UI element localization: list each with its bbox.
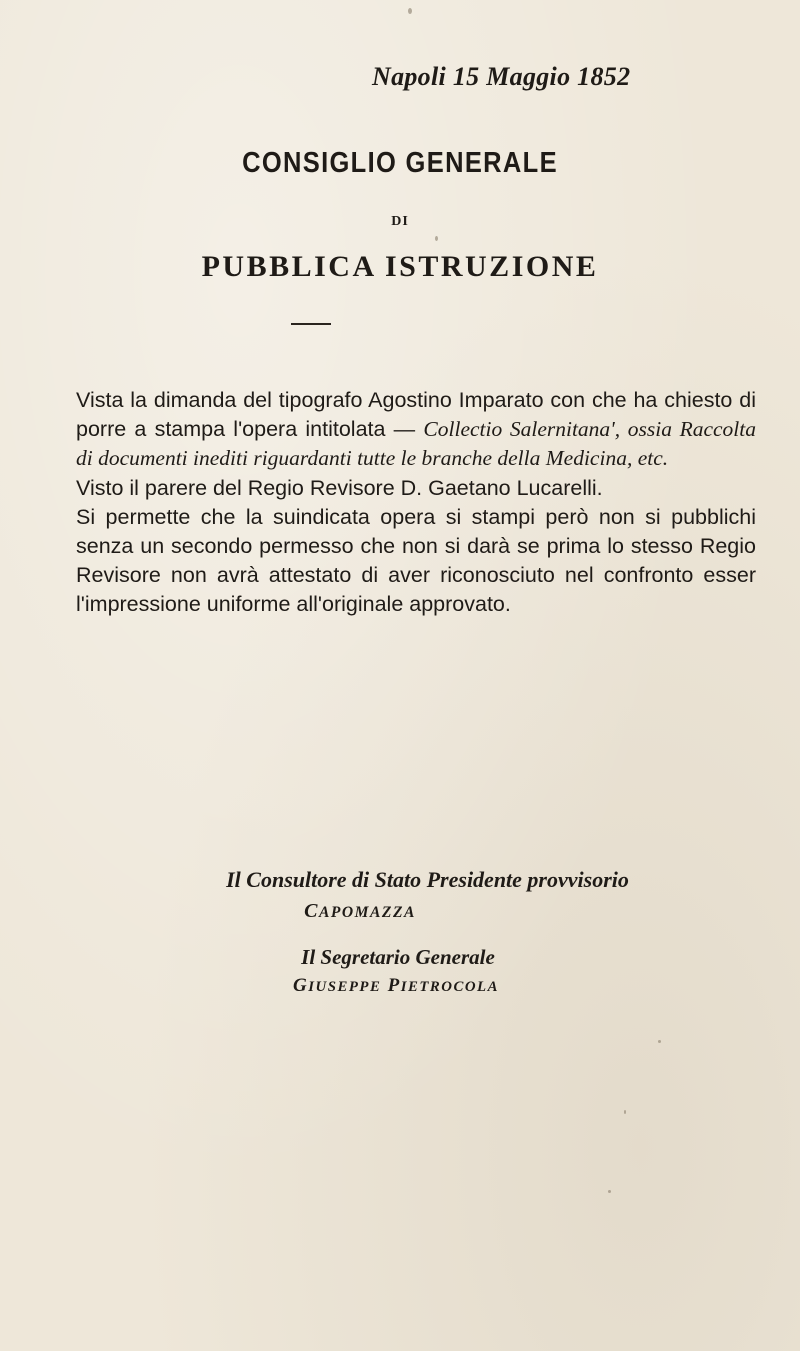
paragraph-request [76,386,756,474]
signature-name-secretary-first-rest: IUSEPPE [308,979,382,995]
signature-name-president-rest: APOMAZZA [318,904,416,921]
work-title: Collectio Salernitana', ossia Raccolta di documenti inediti riguardanti tutte le branche della Medicina, etc. [76,417,757,471]
title-di: DI [391,214,409,229]
title-public-education: PUBBLICA ISTRUZIONE [201,250,599,283]
signature-name-secretary-last-initial: P [387,975,401,996]
signature-role-president: Il Consultore di Stato Presidente provvisorio [226,867,629,892]
paper-speck [608,1190,611,1193]
signature-name-president-initial: C [304,900,319,922]
signature-name-secretary-last-rest: IETROCOLA [400,979,499,995]
paragraph-request-text: Vista la dimanda del tipografo Agostino Imparato con che ha chiesto di porre a stampa l'opera intitolata — [76,388,756,442]
signature-name-secretary [0,975,796,997]
title-council: CONSIGLIO GENERALE [242,147,558,179]
paper-speck [435,236,438,241]
signature-role-secretary: Il Segretario Generale [301,945,495,969]
paper-speck [408,8,412,14]
divider-rule [291,323,331,325]
signature-name-secretary-first-initial: G [293,975,309,996]
signature-name-president [0,900,760,923]
paragraph-review: Visto il parere del Regio Revisore D. Gaetano Lucarelli. [76,475,603,500]
dateline: Napoli 15 Maggio 1852 [372,62,631,91]
body-text [76,386,756,620]
paper-speck [658,1040,661,1043]
paragraph-permission: Si permette che la suindicata opera si stampi però non si pubblichi senza un secondo permesso che non si darà se prima lo stesso Regio Revisore non avrà attestato di aver riconosciuto nel confronto esser l'impressione uniforme all'originale approvato. [76,504,756,617]
paper-speck [624,1110,626,1114]
